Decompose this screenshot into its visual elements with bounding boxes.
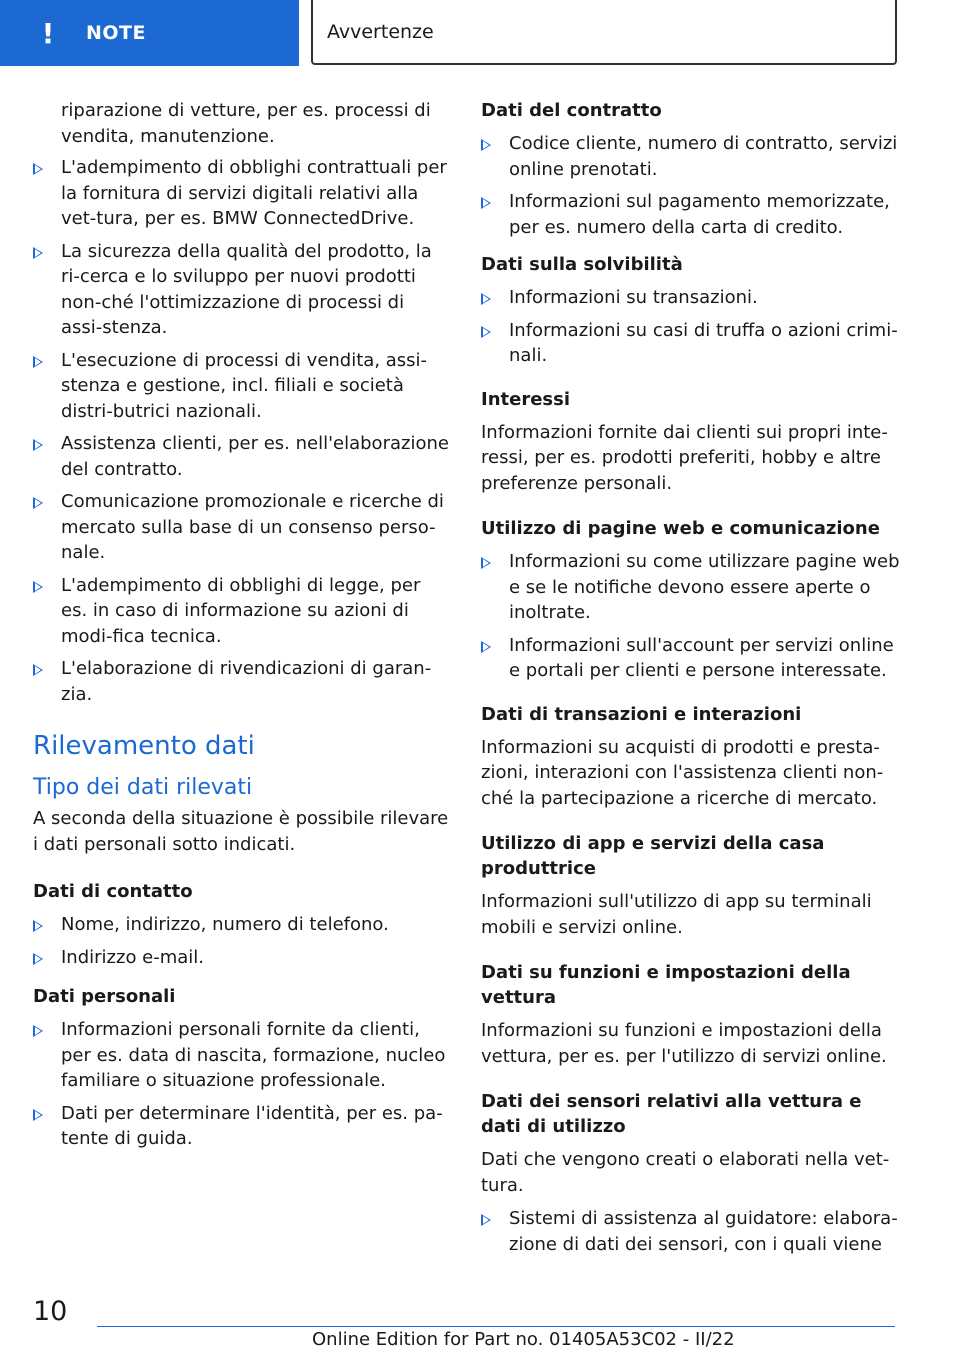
list-item (481, 131, 901, 182)
list-item (33, 1101, 451, 1152)
triangle-bullet-icon (481, 326, 491, 338)
list-item (33, 489, 451, 566)
list-item-text: Codice cliente, numero di contratto, servizi online prenotati. (509, 133, 898, 180)
list-item (481, 549, 901, 626)
triangle-bullet-icon (33, 247, 43, 259)
list-item (33, 431, 451, 482)
list-item-text: Indirizzo e-mail. (61, 946, 205, 968)
contact-list (33, 912, 451, 970)
intro-paragraph: A seconda della situazione è possibile rilevare i dati personali sotto indicati. (33, 808, 449, 855)
list-item-text: L'adempimento di obblighi contrattuali per la fornitura di servizi digitali relativi alla vet-tura, per es. BMW ConnectedDrive. (61, 157, 447, 229)
page-header (0, 0, 960, 66)
paragraph-transazioni: Informazioni su acquisti di prodotti e presta-zioni, interazioni con l'assistenza clienti non-ché la partecipazione a ricerche di mercato. (481, 736, 884, 809)
list-item (481, 318, 901, 369)
triangle-bullet-icon (481, 641, 491, 653)
triangle-bullet-icon (33, 1109, 43, 1121)
subheading-app: Utilizzo di app e servizi della casa produttrice (481, 833, 825, 879)
triangle-bullet-icon (481, 557, 491, 569)
triangle-bullet-icon (481, 139, 491, 151)
section-title: Avvertenze (327, 20, 434, 43)
triangle-bullet-icon (33, 581, 43, 593)
paragraph-interessi: Informazioni fornite dai clienti sui propri inte-ressi, per es. prodotti preferiti, hobby e altre preferenze personali. (481, 421, 888, 494)
right-column (481, 98, 901, 1264)
list-item (481, 1206, 901, 1257)
triangle-bullet-icon (481, 197, 491, 209)
left-column (33, 98, 451, 1159)
list-item (33, 239, 451, 341)
heading-rilevamento-dati: Rilevamento dati (33, 731, 255, 761)
subheading-sensori: Dati dei sensori relativi alla vettura e dati di utilizzo (481, 1091, 862, 1137)
list-item-text: Assistenza clienti, per es. nell'elaborazione del contratto. (61, 433, 449, 480)
subheading-contatto: Dati di contatto (33, 881, 193, 902)
paragraph-app: Informazioni sull'utilizzo di app su terminali mobili e servizi online. (481, 891, 872, 938)
subheading-personali: Dati personali (33, 986, 176, 1007)
list-item (33, 1017, 451, 1094)
triangle-bullet-icon (33, 356, 43, 368)
list-item-text: L'elaborazione di rivendicazioni di garan-zia. (61, 658, 432, 705)
list-item (33, 155, 451, 232)
triangle-bullet-icon (33, 163, 43, 175)
list-item-text: L'esecuzione di processi di vendita, assi-stenza e gestione, incl. filiali e società distri-butrici nazionali. (61, 349, 428, 422)
list-item-text: Informazioni su come utilizzare pagine web e se le notifiche devono essere aperte o inoltrate. (509, 551, 900, 623)
triangle-bullet-icon (33, 920, 43, 932)
list-item-text: Informazioni personali fornite da clienti, per es. data di nascita, formazione, nucleo familiare o situazione professionale. (61, 1019, 446, 1091)
web-list (481, 549, 901, 684)
list-item-text: Informazioni sull'account per servizi online e portali per clienti e persone interessate. (509, 634, 894, 681)
subheading-interessi: Interessi (481, 388, 571, 410)
heading-tipo-dati: Tipo dei dati rilevati (33, 775, 253, 800)
list-item (33, 912, 451, 938)
note-tab (0, 0, 299, 66)
triangle-bullet-icon (481, 293, 491, 305)
list-item (481, 189, 901, 240)
list-item (33, 656, 451, 707)
list-item-text: La sicurezza della qualità del prodotto, la ri-cerca e lo sviluppo per nuovi prodotti non-ché l'ottimizzazione di processi di assi-stenza. (61, 240, 432, 338)
personal-list (33, 1017, 451, 1152)
contract-list (481, 131, 901, 240)
triangle-bullet-icon (33, 439, 43, 451)
subheading-web: Utilizzo di pagine web e comunicazione (481, 518, 880, 539)
page-number: 10 (33, 1296, 68, 1327)
note-label: NOTE (86, 22, 146, 44)
subheading-contratto: Dati del contratto (481, 100, 662, 121)
section-title-box (311, 0, 897, 65)
edition-text: Online Edition for Part no. 01405A53C02 - II/22 (312, 1329, 735, 1350)
list-item-text: Sistemi di assistenza al guidatore: elabora-zione di dati dei sensori, con i quali viene (509, 1208, 898, 1255)
list-item (33, 348, 451, 425)
footer-divider (97, 1326, 895, 1327)
list-item-text: Dati per determinare l'identità, per es. pa-tente di guida. (61, 1102, 443, 1149)
list-item (33, 945, 451, 971)
list-item-text: Informazioni su transazioni. (509, 287, 758, 308)
paragraph-sensori: Dati che vengono creati o elaborati nella vet-tura. (481, 1149, 890, 1196)
list-item-text: L'adempimento di obblighi di legge, per es. in caso di informazione su azioni di modi-fica tecnica. (61, 574, 421, 647)
triangle-bullet-icon (33, 497, 43, 509)
solvency-list (481, 285, 901, 369)
list-item (481, 633, 901, 684)
warning-icon: ! (41, 16, 55, 50)
triangle-bullet-icon (33, 953, 43, 965)
triangle-bullet-icon (481, 1214, 491, 1226)
subheading-funzioni: Dati su funzioni e impostazioni della vettura (481, 962, 851, 1008)
list-item-text: Nome, indirizzo, numero di telefono. (61, 914, 389, 935)
subheading-transazioni: Dati di transazioni e interazioni (481, 703, 802, 725)
list-item-text: Comunicazione promozionale e ricerche di mercato sulla base di un consenso perso-nale. (61, 491, 444, 563)
triangle-bullet-icon (33, 664, 43, 676)
purpose-list (33, 155, 451, 707)
triangle-bullet-icon (33, 1025, 43, 1037)
sensor-list (481, 1206, 901, 1257)
list-item-text: Informazioni su casi di truffa o azioni crimi-nali. (509, 319, 898, 366)
list-item-text: Informazioni sul pagamento memorizzate, per es. numero della carta di credito. (509, 191, 890, 238)
subheading-solvibilita: Dati sulla solvibilità (481, 254, 683, 275)
list-item (33, 573, 451, 650)
paragraph-funzioni: Informazioni su funzioni e impostazioni della vettura, per es. per l'utilizzo di servizi online. (481, 1020, 887, 1067)
list-item (481, 285, 901, 311)
continued-text: riparazione di vetture, per es. processi di vendita, manutenzione. (61, 100, 431, 147)
